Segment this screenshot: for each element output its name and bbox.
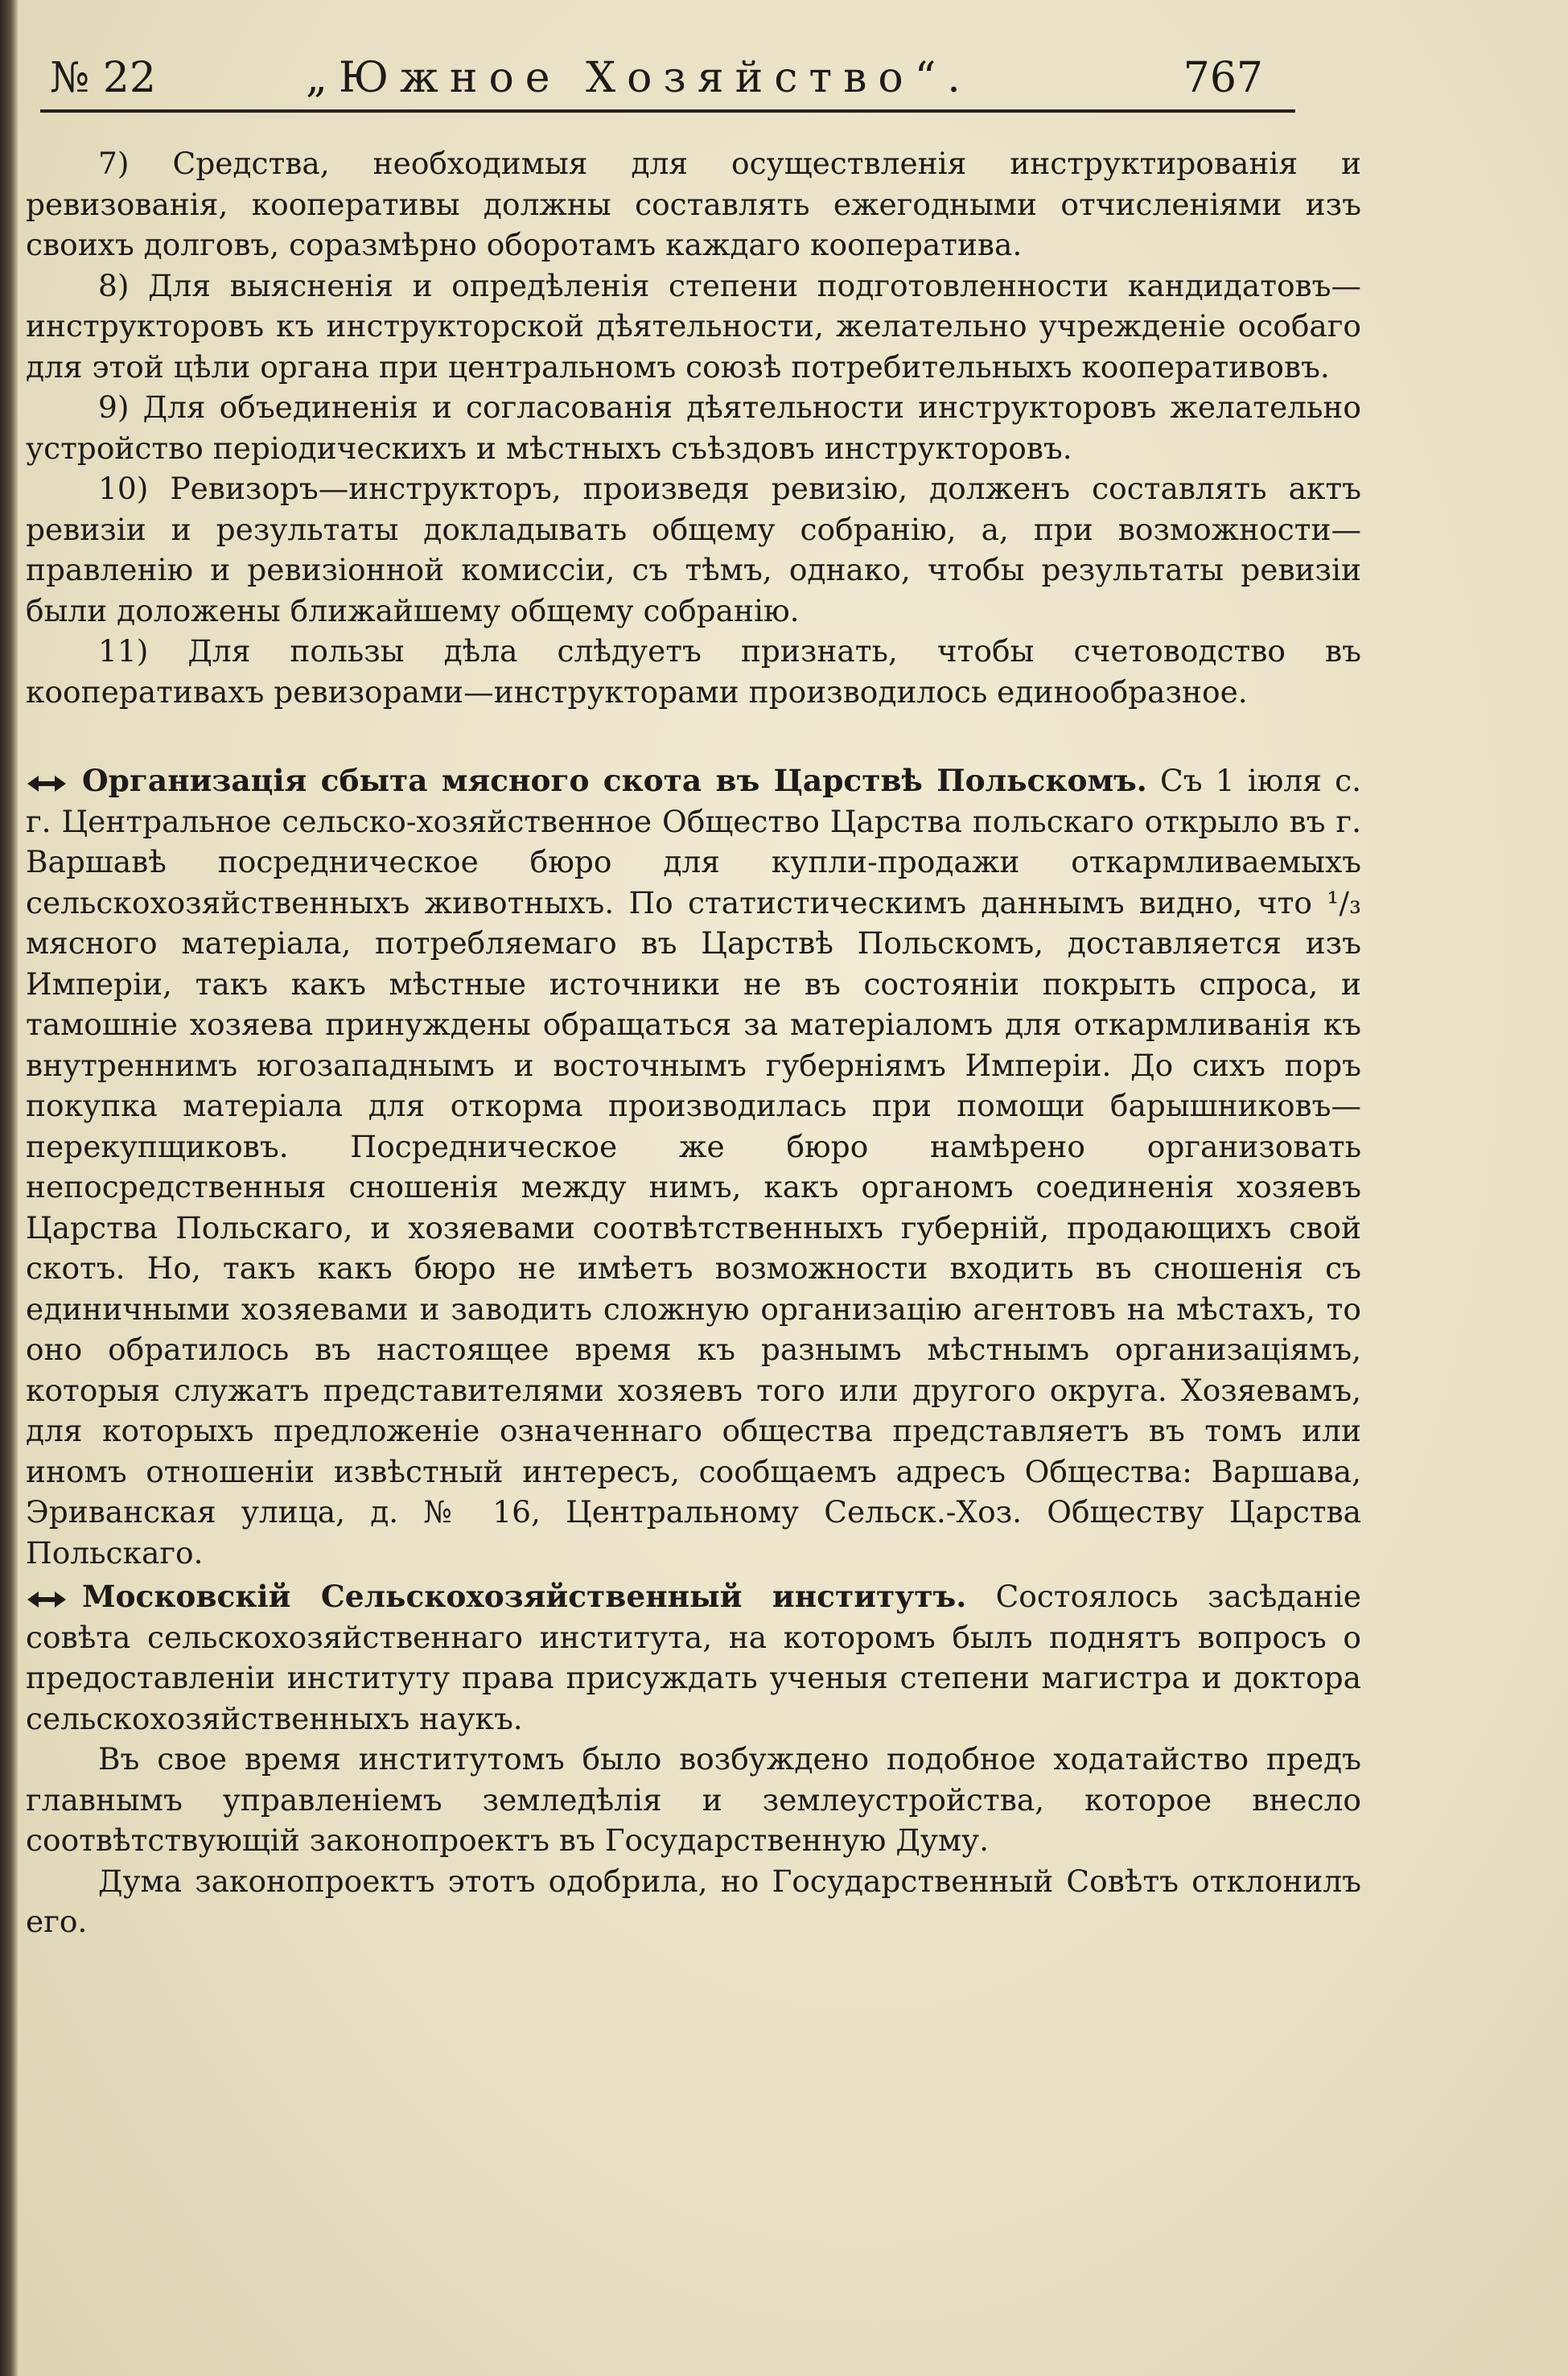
news-item-moscow-institute — [26, 1576, 1361, 1739]
paragraph-11: 11) Для пользы дѣла слѣдуетъ признать, чтобы счетоводство въ кооперативахъ ревизорами—инструкторами производилось единообразное. — [26, 633, 1361, 710]
journal-title: „Южное Хозяйство“. — [306, 54, 972, 102]
news-heading-meat-trade: Организація сбыта мясного скота въ Царствѣ Польскомъ. — [82, 763, 1147, 798]
news-body-moscow-institute: Состоялось засѣданіе совѣта сельскохозяйственнаго института, на которомъ былъ поднятъ вопросъ о предоставленіи институту права присуждать ученыя степени магистра и доктора сельскохозяйственныхъ наукъ. — [26, 1579, 1361, 1736]
page-number: 767 — [1183, 54, 1263, 102]
news-heading-moscow-institute: Московскій Сельскохозяйственный институтъ. — [82, 1579, 967, 1614]
book-binding-edge — [0, 0, 18, 2376]
paragraph-7: 7) Средства, необходимыя для осуществленія инструктированія и ревизованія, кооперативы должны составлять ежегодными отчисленіями изъ своихъ долговъ, соразмѣрно оборотамъ каждаго кооператива. — [26, 146, 1361, 262]
paragraph-9: 9) Для объединенія и согласованія дѣятельности инструкторовъ желательно устройство періодическихъ и мѣстныхъ съѣздовъ инструкторовъ. — [26, 389, 1361, 466]
news-body-meat-trade: Съ 1 іюля с. г. Центральное сельско-хозяйственное Общество Царства польскаго открыло въ г. Варшавѣ посредническое бюро для купли-продажи откармливаемыхъ сельскохозяйственныхъ животныхъ. По статистическимъ даннымъ видно, что ¹/₃ мясного матеріала, потребляемаго въ Царствѣ Польскомъ, доставляется изъ Имперіи, такъ какъ мѣстные источники не въ состояніи покрыть спроса, и тамошніе хозяева принуждены обращаться за матеріаломъ для откармливанія къ внутреннимъ югозападнымъ и восточнымъ губерніямъ Имперіи. До сихъ поръ покупка матеріала для откорма производилась при помощи барышниковъ—перекупщиковъ. Посредническое же бюро намѣрено организовать непосредственныя сношенія между нимъ, какъ органомъ соединенія хозяевъ Царства Польскаго, и хозяевами соотвѣтственныхъ губерній, продающихъ свой скотъ. Но, такъ какъ бюро не имѣетъ возможности входить въ сношенія съ единичными хозяевами и заводить сложную организацію агентовъ на мѣстахъ, то оно обратилось въ настоящее время къ разнымъ мѣстнымъ организаціямъ, которыя служатъ представителями хозяевъ того или другого округа. Хозяевамъ, для которыхъ предложеніе означеннаго общества представляетъ въ томъ или иномъ отношеніи извѣстный интересъ, сообщаемъ адресъ Общества: Варшава, Эриванская улица, д. № 16, Центральному Сельск.-Хоз. Обществу Царства Польскаго. — [26, 763, 1361, 1571]
news-paragraph-petition: Въ свое время институтомъ было возбуждено подобное ходатайство предъ главнымъ управленіемъ земледѣлія и землеустройства, которое внесло соотвѣтствующій законопроектъ въ Государственную Думу. — [26, 1741, 1361, 1858]
news-paragraph-duma: Дума законопроектъ этотъ одобрила, но Государственный Совѣтъ отклонилъ его. — [26, 1863, 1361, 1939]
article-body — [26, 143, 1361, 1942]
paragraph-10: 10) Ревизоръ—инструкторъ, произведя ревизію, долженъ составлять актъ ревизіи и результаты докладывать общему собранію, а, при возможности—правленію и ревизіонной комиссіи, съ тѣмъ, однако, чтобы результаты ревизіи были доложены ближайшему общему собранію. — [26, 471, 1361, 628]
running-header — [40, 47, 1295, 113]
section-ornament-icon — [26, 773, 68, 794]
news-item-meat-trade — [26, 760, 1361, 1573]
section-ornament-icon — [26, 1589, 68, 1610]
paragraph-8: 8) Для выясненія и опредѣленія степени подготовленности кандидатовъ—инструкторовъ къ инструкторской дѣятельности, желательно учрежденіе особаго для этой цѣли органа при центральномъ союзѣ потребительныхъ кооперативовъ. — [26, 267, 1361, 385]
issue-number: № 22 — [50, 54, 156, 102]
